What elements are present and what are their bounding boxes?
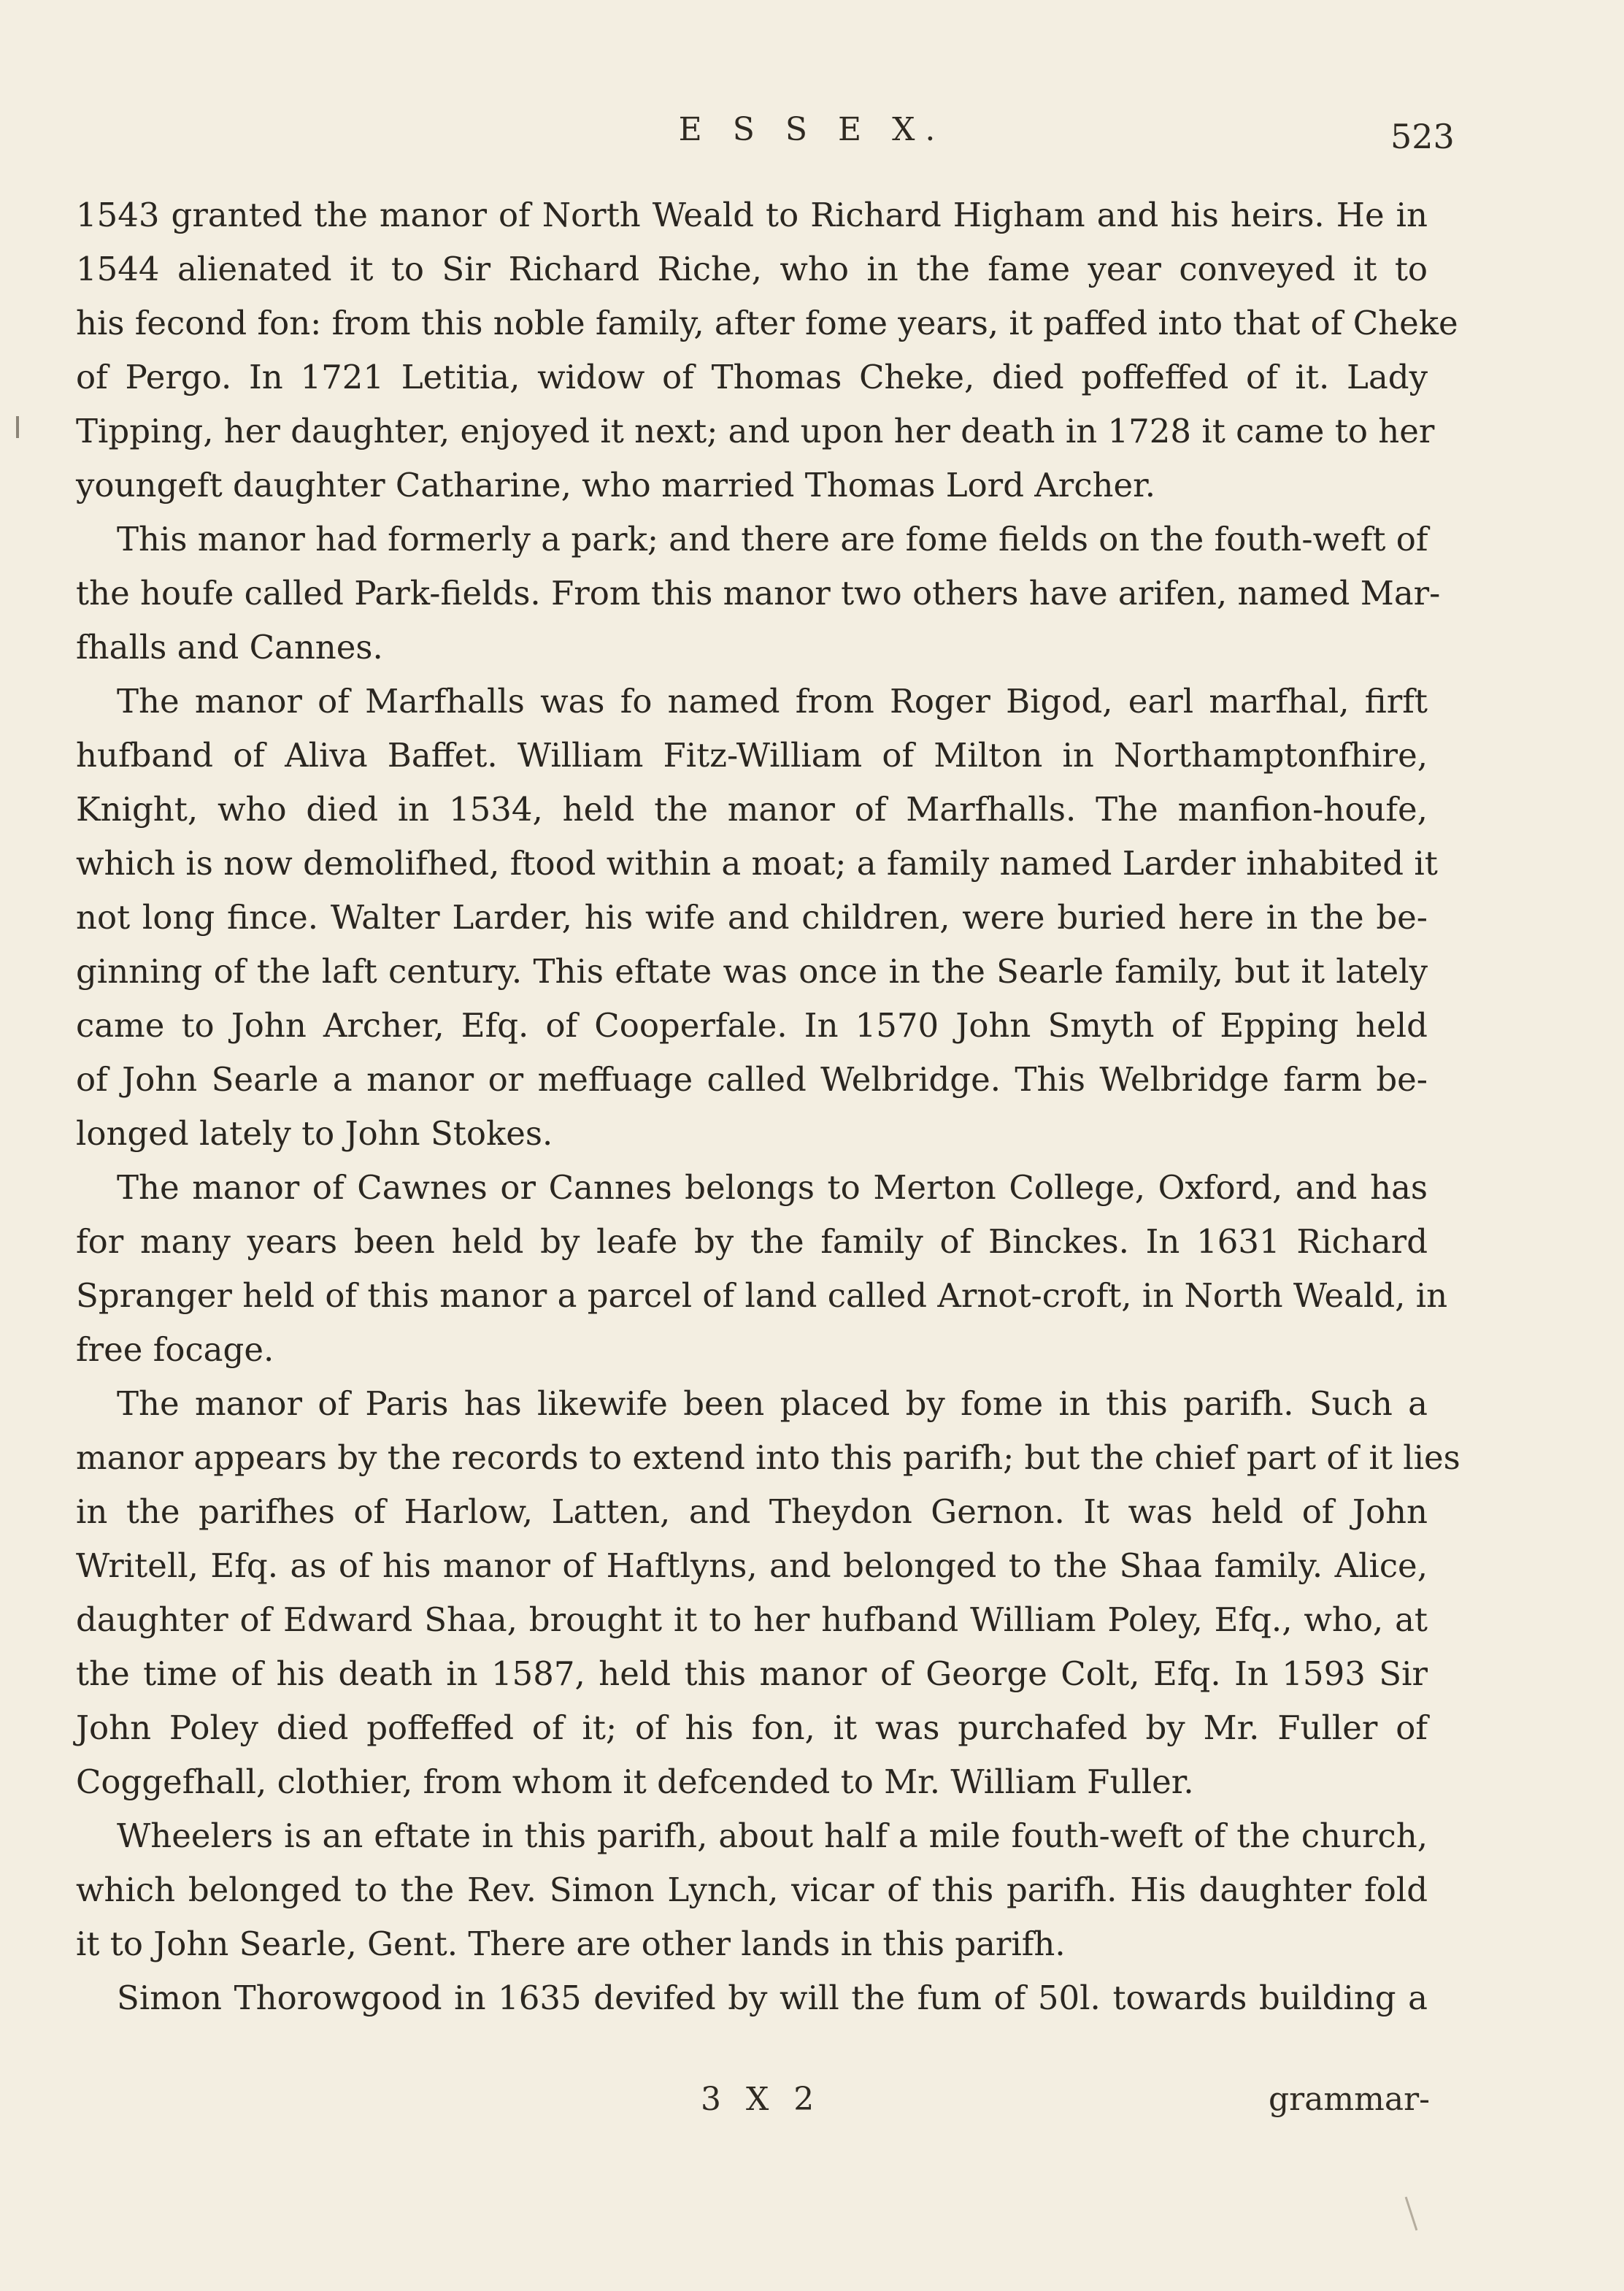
text-line: not long fince. Walter Larder, his wife and children, were buried here in the be- — [76, 898, 1428, 937]
text-line: 1544 alienated it to Sir Richard Riche, who in the fame year conveyed it to — [76, 250, 1428, 288]
text-line: daughter of Edward Shaa, brought it to her hufband William Poley, Efq., who, at — [76, 1600, 1428, 1639]
text-line: Tipping, her daughter, enjoyed it next; and upon her death in 1728 it came to her — [76, 412, 1435, 450]
text-line: The manor of Cawnes or Cannes belongs to Merton College, Oxford, and has — [117, 1168, 1428, 1207]
signature-mark: 3 X 2 — [701, 2081, 822, 2118]
text-line: which is now demolifhed, ftood within a moat; a family named Larder inhabited it — [76, 844, 1438, 883]
text-line: Knight, who died in 1534, held the manor of Marfhalls. The manfion-houfe, — [76, 790, 1428, 829]
text-line: for many years been held by leafe by the family of Binckes. In 1631 Richard — [76, 1222, 1428, 1261]
text-line: The manor of Marfhalls was fo named from Roger Bigod, earl marfhal, firft — [117, 682, 1428, 721]
text-line: youngeft daughter Catharine, who married Thomas Lord Archer. — [76, 466, 1156, 504]
text-line: the houfe called Park-fields. From this manor two others have arifen, named Mar- — [76, 574, 1441, 613]
text-line: the time of his death in 1587, held this manor of George Colt, Efq. In 1593 Sir — [76, 1654, 1428, 1693]
text-line: which belonged to the Rev. Simon Lynch, vicar of this parifh. His daughter fold — [76, 1870, 1428, 1909]
ink-smudge — [1405, 2197, 1418, 2231]
text-line: hufband of Aliva Baffet. William Fitz-William of Milton in Northamptonfhire, — [76, 736, 1428, 775]
text-line: it to John Searle, Gent. There are other lands in this parifh. — [76, 1924, 1066, 1963]
text-line: John Poley died poffeffed of it; of his fon, it was purchafed by Mr. Fuller of — [76, 1708, 1428, 1747]
text-line: free focage. — [76, 1330, 274, 1369]
text-line: Simon Thorowgood in 1635 devifed by will the fum of 50l. towards building a — [117, 1979, 1428, 2017]
text-line: of John Searle a manor or meffuage called Welbridge. This Welbridge farm be- — [76, 1060, 1428, 1099]
catchword: grammar- — [1269, 2081, 1431, 2118]
text-line: Writell, Efq. as of his manor of Haftlyns, and belonged to the Shaa family. Alice, — [76, 1546, 1428, 1585]
text-line: 1543 granted the manor of North Weald to Richard Higham and his heirs. He in — [76, 196, 1428, 234]
text-line: of Pergo. In 1721 Letitia, widow of Thomas Cheke, died poffeffed of it. Lady — [76, 358, 1428, 396]
text-line: manor appears by the records to extend into this parifh; but the chief part of it lies — [76, 1438, 1461, 1477]
text-line: came to John Archer, Efq. of Cooperfale. In 1570 John Smyth of Epping held — [76, 1006, 1428, 1045]
text-line: in the parifhes of Harlow, Latten, and Theydon Gernon. It was held of John — [76, 1492, 1428, 1531]
text-line: Coggefhall, clothier, from whom it defcended to Mr. William Fuller. — [76, 1762, 1194, 1801]
text-line: his fecond fon: from this noble family, after fome years, it paffed into that of Cheke — [76, 304, 1458, 342]
catchline — [0, 2081, 1624, 2125]
text-line: fhalls and Cannes. — [76, 628, 383, 667]
text-line: Spranger held of this manor a parcel of land called Arnot-croft, in North Weald, in — [76, 1276, 1448, 1315]
margin-mark — [16, 416, 19, 438]
body-text — [76, 188, 1461, 2025]
text-line: longed lately to John Stokes. — [76, 1114, 553, 1153]
running-head: E S S E X. — [678, 111, 946, 148]
text-line: The manor of Paris has likewife been placed by fome in this parifh. Such a — [117, 1384, 1428, 1423]
text-line: This manor had formerly a park; and there are fome fields on the fouth-weft of — [117, 520, 1428, 559]
text-line: ginning of the laft century. This eftate was once in the Searle family, but it lately — [76, 952, 1428, 991]
text-line: Wheelers is an eftate in this parifh, about half a mile fouth-weft of the church, — [117, 1816, 1428, 1855]
page-number: 523 — [1390, 117, 1455, 156]
